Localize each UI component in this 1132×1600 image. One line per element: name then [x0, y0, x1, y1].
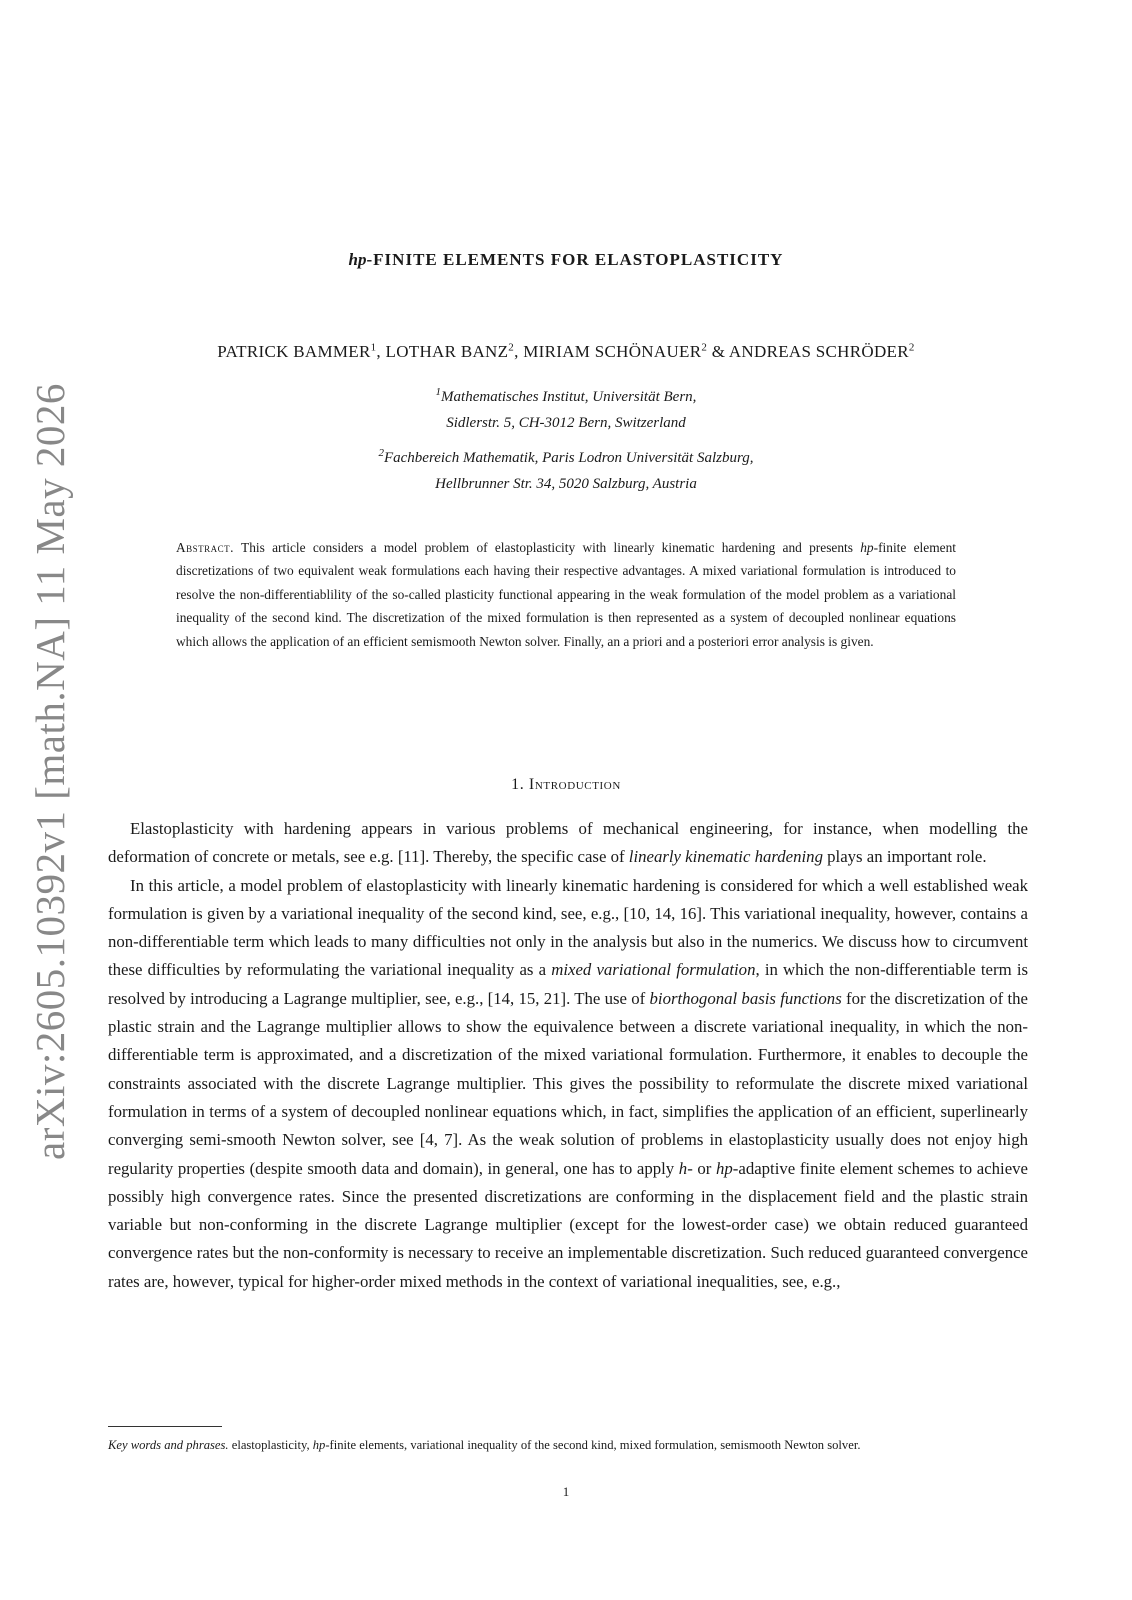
- paragraph-2: [108, 872, 1028, 1296]
- footnote-text: -finite elements, variational inequality of the second kind, mixed formulation, semismooth Newton solver.: [325, 1438, 861, 1452]
- affiliation-address: Hellbrunner Str. 34, 5020 Salzburg, Austria: [435, 476, 697, 492]
- author-name: LOTHAR BANZ: [385, 342, 509, 361]
- section-heading: [0, 776, 1132, 794]
- author-separator: ,: [514, 342, 524, 361]
- text-run: - or: [687, 1158, 716, 1178]
- affiliation-address: Sidlerstr. 5, CH-3012 Bern, Switzerland: [446, 415, 686, 431]
- affiliation-line: [0, 445, 1132, 471]
- abstract-text: -finite element discretizations of two equivalent weak formulations each having their respective advantages. A mixed variational formulation is introduced to resolve the non-differentiablility of the so-called plasticity functional appearing in the weak formulation of the model problem as a variational inequality of the second kind. The discretization of the mixed formulation is then represented as a system of decoupled nonlinear equations which allows the application of an efficient semismooth Newton solver. Finally, an a priori and a posteriori error analysis is given.: [176, 540, 956, 649]
- text-run: plays an important role.: [822, 847, 987, 867]
- abstract-hp: hp: [860, 540, 874, 555]
- emphasis: h: [678, 1158, 688, 1178]
- footnote: [108, 1436, 1028, 1454]
- author-name: ANDREAS SCHRÖDER: [728, 342, 909, 361]
- footnote-label: Key words and phrases.: [108, 1438, 229, 1452]
- emphasis: hp: [716, 1158, 733, 1178]
- emphasis: biorthogonal basis functions: [649, 988, 842, 1008]
- abstract: [176, 536, 956, 653]
- section-title: Introduction: [528, 776, 621, 793]
- author-separator: ,: [376, 342, 386, 361]
- emphasis: mixed variational formulation: [551, 960, 756, 980]
- footnote-rule: [108, 1426, 222, 1427]
- author-separator: &: [707, 342, 729, 361]
- body-text: [108, 815, 1028, 1296]
- author-affiliation-mark: 2: [508, 341, 515, 354]
- text-run: , in which the non-differentiable term is resolved by introducing a Lagrange multiplier, see, e.g., [14, 15, 21]. The use of: [108, 960, 1029, 1008]
- abstract-text: This article considers a model problem of elastoplasticity with linearly kinematic hardening and presents: [234, 540, 861, 555]
- author-name: MIRIAM SCHÖNAUER: [523, 342, 702, 361]
- footnote-text: elastoplasticity,: [228, 1438, 313, 1452]
- author-name: PATRICK BAMMER: [217, 342, 371, 361]
- text-run: In this article, a model problem of elastoplasticity with linearly kinematic hardening is considered for which a well established weak formulation is given by a variational inequality of the second kind, see, e.g., [10, 14, 16]. This variational inequality, however, contains a non-differentiable term which leads to many difficulties not only in the analysis but also in the numerics. We discuss how to circumvent these difficulties by reformulating the variational inequality as a: [108, 875, 1028, 980]
- author-list: [0, 342, 1132, 362]
- emphasis: linearly kinematic hardening: [628, 847, 823, 867]
- section-number: 1.: [511, 776, 525, 793]
- affiliation-2: [0, 445, 1132, 497]
- text-run: Elastoplasticity with hardening appears in various problems of mechanical engineering, for instance, when modelling the deformation of concrete or metals, see e.g. [11]. Thereby, the specific case of: [108, 819, 1028, 867]
- title-text: -FINITE ELEMENTS FOR ELASTOPLASTICITY: [366, 250, 784, 269]
- affiliation-institute: Fachbereich Mathematik, Paris Lodron Universität Salzburg,: [383, 450, 754, 466]
- affiliation-1: [0, 384, 1132, 436]
- author-affiliation-mark: 2: [701, 341, 708, 354]
- affiliation-line: [0, 384, 1132, 410]
- affiliation-mark: 2: [378, 447, 384, 459]
- paper-title: [0, 250, 1132, 270]
- footnote-hp: hp: [312, 1438, 326, 1452]
- page-number: 1: [562, 1484, 570, 1499]
- author-affiliation-mark: 1: [370, 341, 377, 354]
- abstract-label: Abstract.: [176, 540, 235, 555]
- text-run: for the discretization of the plastic strain and the Lagrange multiplier allows to show the equivalence between a discrete variational inequality, in which the non-differentiable term is approximated, and a discretization of the mixed variational formulation. Furthermore, it enables to decouple the constraints associated with the discrete Lagrange multiplier. This gives the possibility to reformulate the discrete mixed variational formulation in terms of a system of decoupled nonlinear equations which, in fact, simplifies the application of an efficient, superlinearly converging semi-smooth Newton solver, see [4, 7]. As the weak solution of problems in elastoplasticity usually does not enjoy high regularity properties (despite smooth data and domain), in general, one has to apply: [108, 988, 1029, 1178]
- title-hp-prefix: hp: [348, 250, 367, 269]
- text-run: -adaptive finite element schemes to achieve possibly high convergence rates. Since the presented discretizations are conforming in the displacement field and the plastic strain variable but non-conforming in the discrete Lagrange multiplier (except for the lowest-order case) we obtain reduced guaranteed convergence rates but the non-conformity is necessary to receive an implementable discretization. Such reduced guaranteed convergence rates are, however, typical for higher-order mixed methods in the context of variational inequalities, see, e.g.,: [108, 1158, 1028, 1291]
- author-affiliation-mark: 2: [908, 341, 915, 354]
- paragraph-1: [108, 815, 1028, 872]
- affiliation-mark: 1: [435, 386, 442, 398]
- affiliation-institute: Mathematisches Institut, Universität Bern,: [441, 389, 697, 405]
- arxiv-identifier: arXiv:2605.10392v1 [math.NA] 11 May 2026: [27, 383, 73, 1160]
